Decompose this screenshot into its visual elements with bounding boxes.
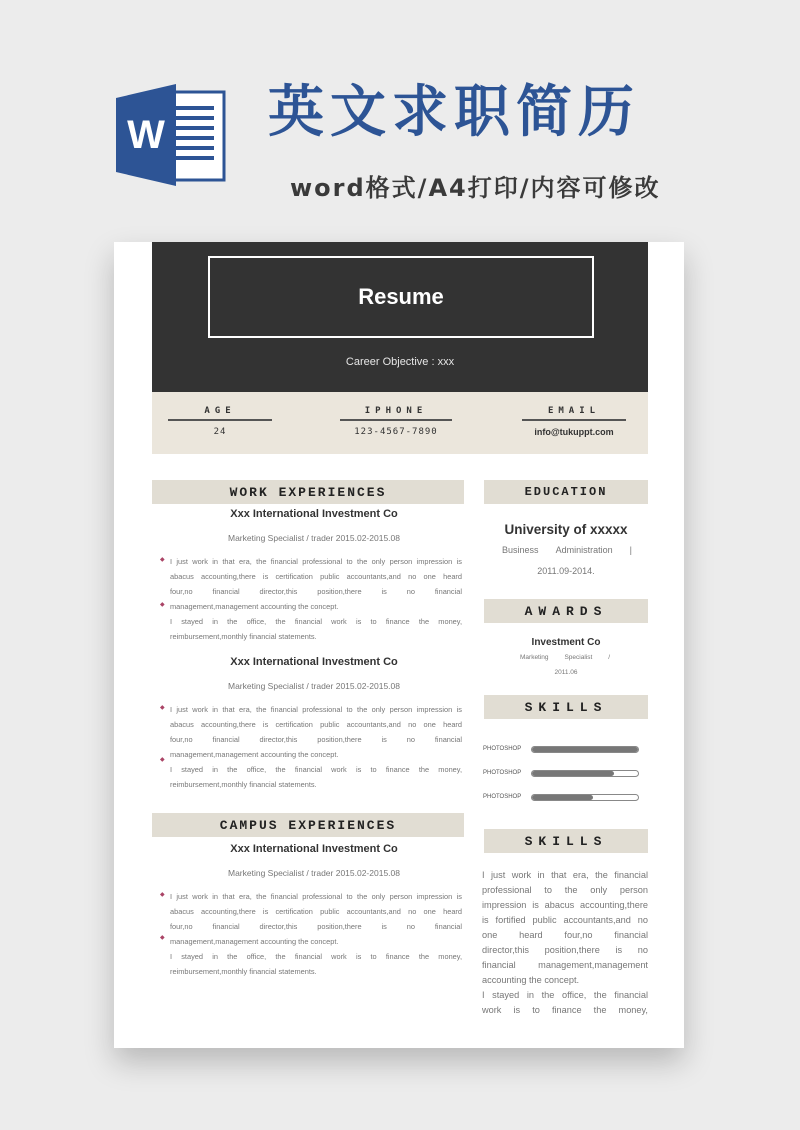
summary-line: one heard four,no financial <box>482 930 648 940</box>
email-item <box>522 406 626 437</box>
job-role: Marketing Specialist / trader 2015.02-2015.08 <box>228 681 400 691</box>
skills-heading: SKILLS <box>484 695 648 719</box>
description-line: four,no financial director,this position,there is no financial <box>170 587 462 596</box>
description-line: I just work in that era, the financial professional to the only person impression is <box>170 892 462 901</box>
description-line: abacus accounting,there is certification public accountants,and no one heard <box>170 572 462 581</box>
email-value: info@tukuppt.com <box>534 427 614 437</box>
age-item <box>168 406 272 437</box>
resume-page <box>114 242 684 1048</box>
description-line: I stayed in the office, the financial work is to finance the money, <box>170 617 462 626</box>
skill-name: PHOTOSHOP <box>483 794 522 800</box>
description-line: management,management accounting the concept. <box>170 750 339 759</box>
phone-value: 123-4567-7890 <box>354 427 438 437</box>
summary-line: accounting the concept. <box>482 975 580 985</box>
description-line: abacus accounting,there is certification public accountants,and no one heard <box>170 907 462 916</box>
job-description <box>160 889 462 979</box>
summary-line: financial management,management <box>482 960 648 970</box>
age-value: 24 <box>213 427 227 437</box>
major-word: Administration <box>555 545 613 555</box>
skill-row <box>483 793 643 803</box>
job-entry <box>160 843 462 979</box>
resume-header <box>152 242 648 392</box>
age-label: AGE <box>168 406 272 421</box>
phone-item <box>340 406 452 437</box>
description-line: reimbursement,monthly financial statements. <box>170 780 317 789</box>
job-description <box>160 702 462 792</box>
skill-bar <box>531 746 639 753</box>
work-experiences-heading: WORK EXPERIENCES <box>152 480 464 504</box>
award-date: 2011.06 <box>554 669 578 676</box>
skill-row <box>483 769 643 779</box>
major-word: Business <box>502 545 539 555</box>
skill-bar-fill <box>532 747 638 752</box>
summary-line: I just work in that era, the financial <box>482 870 648 880</box>
job-description <box>160 554 462 644</box>
award-company: Investment Co <box>531 637 601 648</box>
education-major <box>502 545 632 555</box>
word-icon-letter: W <box>127 113 165 157</box>
skill-row <box>483 745 643 755</box>
job-role: Marketing Specialist / trader 2015.02-2015.08 <box>228 868 400 878</box>
job-role: Marketing Specialist / trader 2015.02-2015.08 <box>228 533 400 543</box>
skills-summary-heading: SKILLS <box>484 829 648 853</box>
summary-line: is fortified public accountants,and no <box>482 915 648 925</box>
description-line: four,no financial director,this position,there is no financial <box>170 922 462 931</box>
bullet-icon: ◆ <box>160 601 165 608</box>
bullet-icon: ◆ <box>160 556 165 563</box>
description-line: I just work in that era, the financial professional to the only person impression is <box>170 705 462 714</box>
skill-name: PHOTOSHOP <box>483 770 522 776</box>
career-objective: Career Objective : xxx <box>345 356 455 368</box>
skill-bar <box>531 770 639 777</box>
description-line: reimbursement,monthly financial statements. <box>170 967 317 976</box>
summary-line: I stayed in the office, the financial <box>482 990 648 1000</box>
job-company: Xxx International Investment Co <box>230 843 398 855</box>
job-company: Xxx International Investment Co <box>230 508 398 520</box>
summary-line: impression is abacus accounting,there <box>482 900 648 910</box>
description-line: four,no financial director,this position,there is no financial <box>170 735 462 744</box>
banner-subtitle: word格式/A4打印/内容可修改 <box>290 174 661 202</box>
job-entry <box>160 656 462 792</box>
description-line: reimbursement,monthly financial statements. <box>170 632 317 641</box>
award-role-separator: / <box>608 654 610 661</box>
banner-title: 英文求职简历 <box>268 80 640 145</box>
skill-bar <box>531 794 639 801</box>
description-line: management,management accounting the concept. <box>170 602 339 611</box>
resume-title-box <box>208 256 594 338</box>
phone-label: IPHONE <box>340 406 452 421</box>
education-heading: EDUCATION <box>484 480 648 504</box>
skill-name: PHOTOSHOP <box>483 746 522 752</box>
description-line: I stayed in the office, the financial work is to finance the money, <box>170 765 462 774</box>
award-role <box>520 654 610 661</box>
skill-bar-fill <box>532 795 593 800</box>
job-entry <box>160 508 462 644</box>
description-line: abacus accounting,there is certification public accountants,and no one heard <box>170 720 462 729</box>
contact-info-bar <box>152 392 648 454</box>
bullet-icon: ◆ <box>160 891 165 898</box>
bullet-icon: ◆ <box>160 704 165 711</box>
word-document-icon <box>116 84 226 186</box>
job-company: Xxx International Investment Co <box>230 656 398 668</box>
bullet-icon: ◆ <box>160 756 165 763</box>
email-label: EMAIL <box>522 406 626 421</box>
skills-summary-text <box>482 868 648 1018</box>
summary-line: director,this position,there is no <box>482 945 648 955</box>
award-role-word: Marketing <box>520 654 549 661</box>
education-date: 2011.09-2014. <box>537 566 595 576</box>
awards-heading: AWARDS <box>484 599 648 623</box>
resume-title: Resume <box>358 284 444 309</box>
university-name: University of xxxxx <box>504 522 628 537</box>
skill-bar-fill <box>532 771 614 776</box>
major-separator: | <box>629 545 632 555</box>
description-line: I stayed in the office, the financial work is to finance the money, <box>170 952 462 961</box>
bullet-icon: ◆ <box>160 934 165 941</box>
award-role-word: Specialist <box>564 654 593 661</box>
campus-experiences-heading: CAMPUS EXPERIENCES <box>152 813 464 837</box>
summary-line: professional to the only person <box>482 885 648 895</box>
description-line: management,management accounting the concept. <box>170 937 339 946</box>
summary-line: work is to finance the money, <box>482 1005 648 1015</box>
description-line: I just work in that era, the financial professional to the only person impression is <box>170 557 462 566</box>
